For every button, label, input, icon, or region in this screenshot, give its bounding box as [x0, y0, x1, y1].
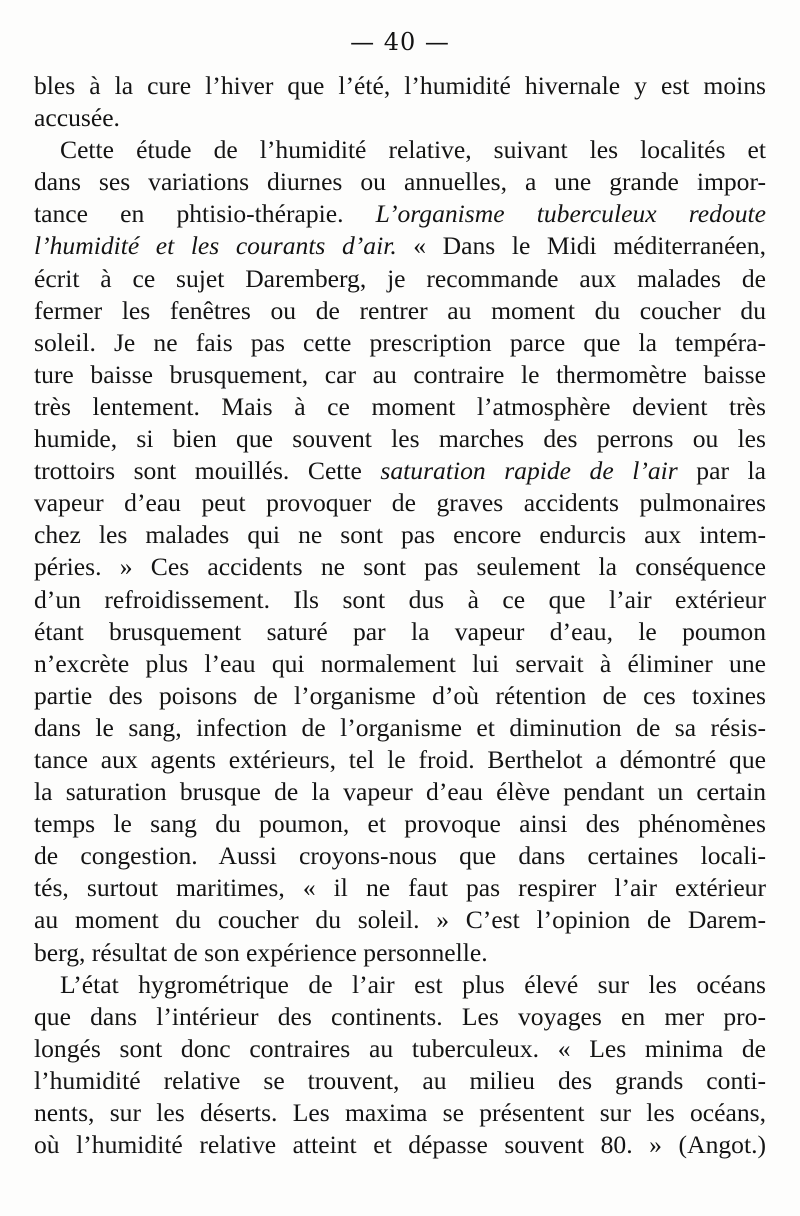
italic-phrase: L’organisme tuberculeux redoute [375, 199, 766, 229]
text-line: où l’humidité relative atteint et dépasse souvent 80. » (Angot.) [34, 1130, 766, 1160]
text-line: ture baisse brusquement, car au contraire le thermomètre baisse [34, 359, 766, 389]
text-line: de congestion. Aussi croyons-nous que dans certaines locali- [34, 841, 766, 871]
italic-phrase: l’humidité et les courants d’air. [34, 231, 397, 261]
text-line: d’un refroidissement. Ils sont dus à ce que l’air extérieur [34, 584, 766, 614]
text-line: bles à la cure l’hiver que l’été, l’humidité hivernale y est moins [34, 71, 766, 100]
text-line: humide, si bien que souvent les marches des perrons ou les [34, 424, 766, 454]
text-run: par la [677, 456, 766, 486]
text-line: berg, résultat de son expérience personnelle. [34, 937, 488, 967]
text-line: partie des poisons de l’organisme d’où rétention de ces toxines [34, 680, 766, 710]
text-line [34, 198, 766, 230]
paragraph-start-line: L’état hygrométrique de l’air est plus élevé sur les océans [60, 969, 766, 999]
text-line: tés, surtout maritimes, « il ne faut pas respirer l’air extérieur [34, 873, 766, 903]
text-line: écrit à ce sujet Daremberg, je recommande aux malades de [34, 263, 766, 293]
text-line: chez les malades qui ne sont pas encore endurcis aux intem- [34, 520, 766, 550]
text-line: la saturation brusque de la vapeur d’eau élève pendant un certain [34, 777, 766, 807]
text-line: nents, sur les déserts. Les maxima se présentent sur les océans, [34, 1098, 766, 1127]
text-line: temps le sang du poumon, et provoque ainsi des phénomènes [34, 809, 766, 839]
text-line: au moment du coucher du soleil. » C’est l’opinion de Darem- [34, 905, 766, 935]
text-line: que dans l’intérieur des continents. Les voyages en mer pro- [34, 1001, 766, 1031]
italic-phrase: saturation rapide de l’air [380, 456, 678, 486]
text-line: l’humidité relative se trouvent, au milieu des grands conti- [34, 1065, 766, 1095]
text-line: péries. » Ces accidents ne sont pas seulement la conséquence [34, 552, 766, 582]
paragraph-start-line: Cette étude de l’humidité relative, suivant les localités et [60, 135, 766, 165]
text-line: vapeur d’eau peut provoquer de graves accidents pulmonaires [34, 488, 766, 518]
text-line: étant brusquement saturé par la vapeur d’eau, le poumon [34, 616, 766, 646]
text-run: tance en phtisio-thérapie. [34, 199, 376, 229]
text-line: très lentement. Mais à ce moment l’atmosphère devient très [34, 391, 766, 421]
text-line: dans le sang, infection de l’organisme et diminution de sa résis- [34, 712, 766, 742]
text-line: longés sont donc contraires au tuberculeux. « Les minima de [34, 1033, 766, 1063]
text-line: accusée. [34, 103, 120, 133]
text-run: trottoirs sont mouillés. Cette [34, 456, 381, 486]
page-number: — 40 — [350, 28, 450, 56]
text-line: fermer les fenêtres ou de rentrer au moment du coucher du [34, 295, 766, 325]
body-text [34, 70, 766, 1161]
text-run: « Dans le Midi méditerranéen, [396, 231, 766, 261]
text-line [34, 230, 766, 262]
text-line [34, 455, 766, 487]
text-line: dans ses variations diurnes ou annuelles, a une grande impor- [34, 167, 766, 197]
text-line: tance aux agents extérieurs, tel le froid. Berthelot a démontré que [34, 744, 766, 774]
text-line: n’excrète plus l’eau qui normalement lui servait à éliminer une [34, 648, 766, 678]
text-line: soleil. Je ne fais pas cette prescription parce que la tempéra- [34, 327, 766, 357]
